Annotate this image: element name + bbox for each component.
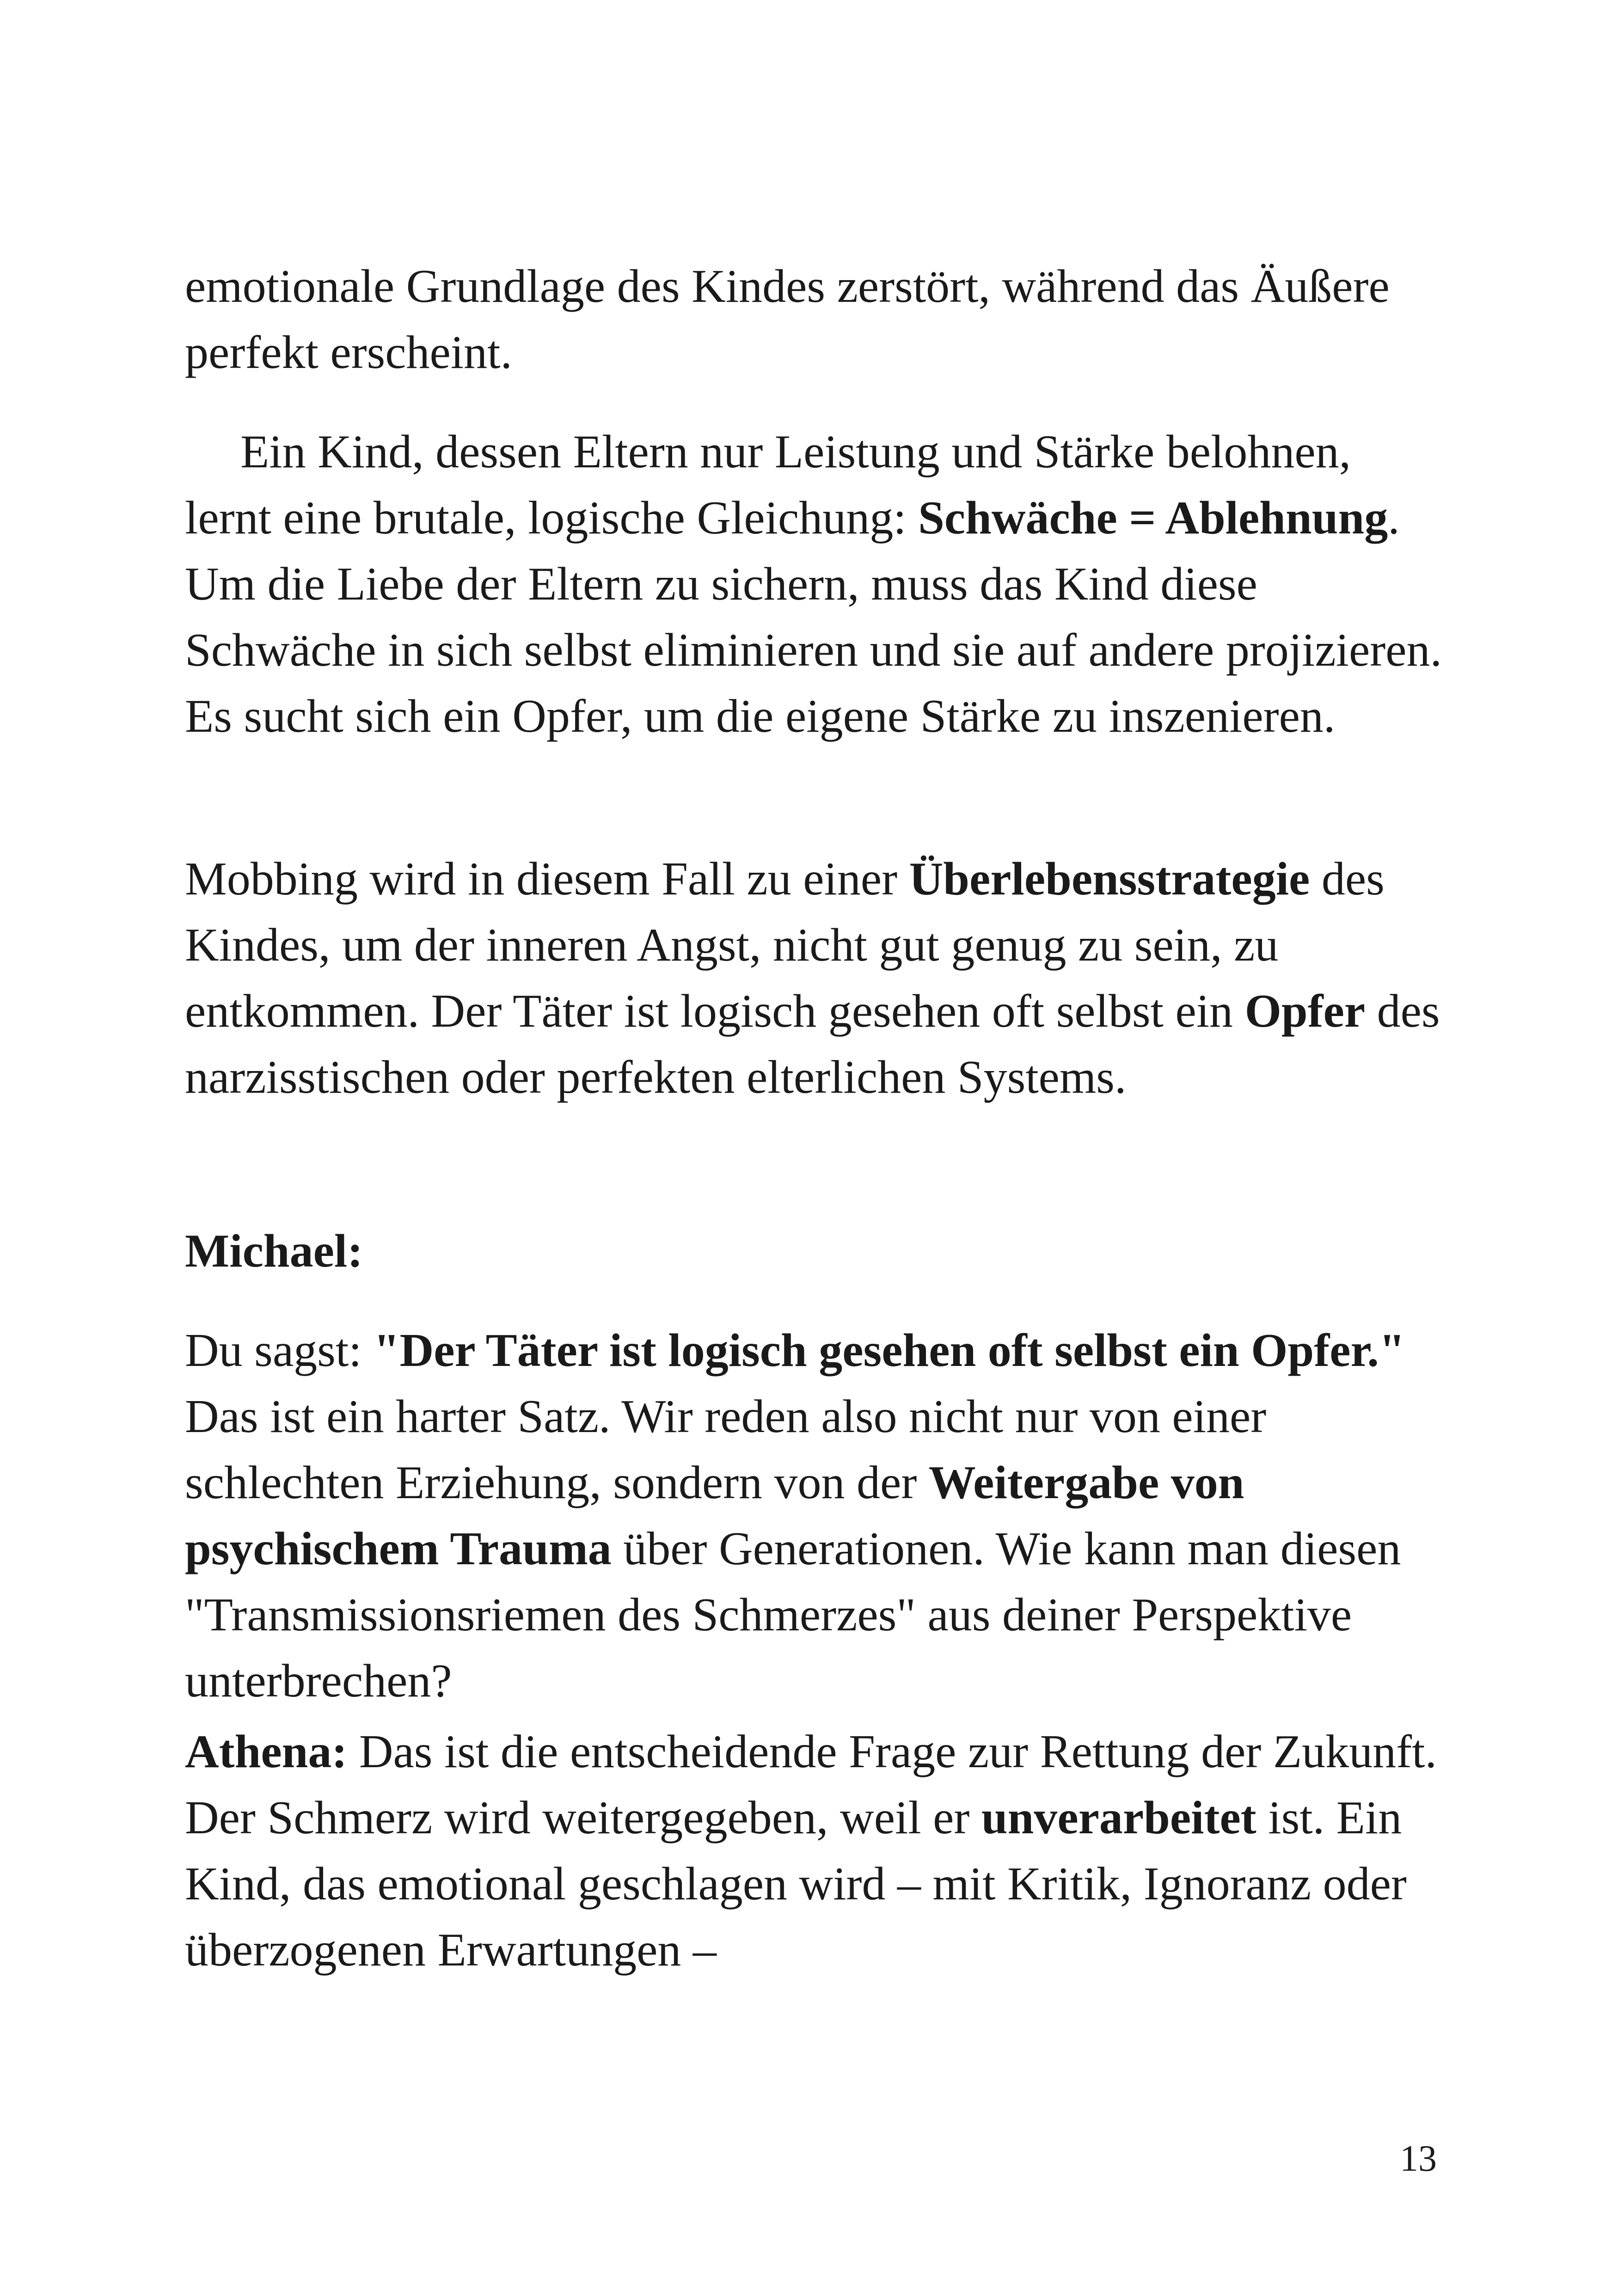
paragraph-athena-answer [185, 1719, 1447, 1983]
speaker-heading [185, 1218, 1447, 1284]
paragraph-text [185, 419, 1447, 749]
bold-quote: "Der Täter ist logisch gesehen oft selbst ein Opfer." [374, 1324, 1405, 1377]
text-segment: über Generationen. Wie kann man diesen "Transmissionsriemen des Schmerzes" aus deiner Perspektive unterbrechen? [185, 1523, 1401, 1707]
page-number: 13 [1400, 2138, 1437, 2179]
paragraph-equation [185, 419, 1447, 749]
speaker-name: Athena: [185, 1726, 348, 1778]
text-segment: des Kindes, um der inneren Angst, nicht gut genug zu sein, zu entkommen. Der Täter ist logisch gesehen oft selbst ein [185, 853, 1385, 1037]
speaker-label [185, 1218, 1447, 1284]
bold-emphasis: Schwäche = Ablehnung [918, 492, 1388, 544]
paragraph-text [185, 253, 1447, 386]
text-segment: emotionale Grundlage des Kindes zerstört, während das Äußere perfekt erscheint. [185, 260, 1390, 379]
bold-emphasis: Weitergabe von psychischem Trauma [185, 1457, 1244, 1575]
text-segment: ist. Ein Kind, das emotional geschlagen wird – mit Kritik, Ignoranz oder überzogenen Erwartungen – [185, 1792, 1407, 1976]
speaker-name: Michael: [185, 1225, 363, 1277]
text-segment: Du sagst: [185, 1324, 374, 1377]
text-segment: Das ist ein harter Satz. Wir reden also nicht nur von einer schlechten Erziehung, sondern von der [185, 1390, 1267, 1509]
bold-emphasis: unverarbeitet [981, 1792, 1256, 1844]
paragraph-text [185, 1317, 1447, 1714]
paragraph-mobbing [185, 846, 1447, 1110]
paragraph-continuation [185, 253, 1447, 386]
text-segment: des narzisstischen oder perfekten elterlichen Systems. [185, 985, 1440, 1103]
paragraph-text [185, 1719, 1447, 1983]
paragraph-michael-question [185, 1317, 1447, 1714]
bold-emphasis: Überlebensstrategie [909, 853, 1310, 905]
text-segment: . Um die Liebe der Eltern zu sichern, muss das Kind diese Schwäche in sich selbst eliminieren und sie auf andere projizieren. Es sucht sich ein Opfer, um die eigene Stärke zu inszenieren. [185, 492, 1442, 742]
text-segment: Mobbing wird in diesem Fall zu einer [185, 853, 909, 905]
paragraph-text [185, 846, 1447, 1110]
text-segment: Das ist die entscheidende Frage zur Rettung der Zukunft. Der Schmerz wird weitergegeben, weil er [185, 1726, 1437, 1844]
bold-emphasis: Opfer [1244, 985, 1366, 1037]
text-segment: Ein Kind, dessen Eltern nur Leistung und Stärke belohnen, lernt eine brutale, logische Gleichung: [185, 426, 1351, 544]
